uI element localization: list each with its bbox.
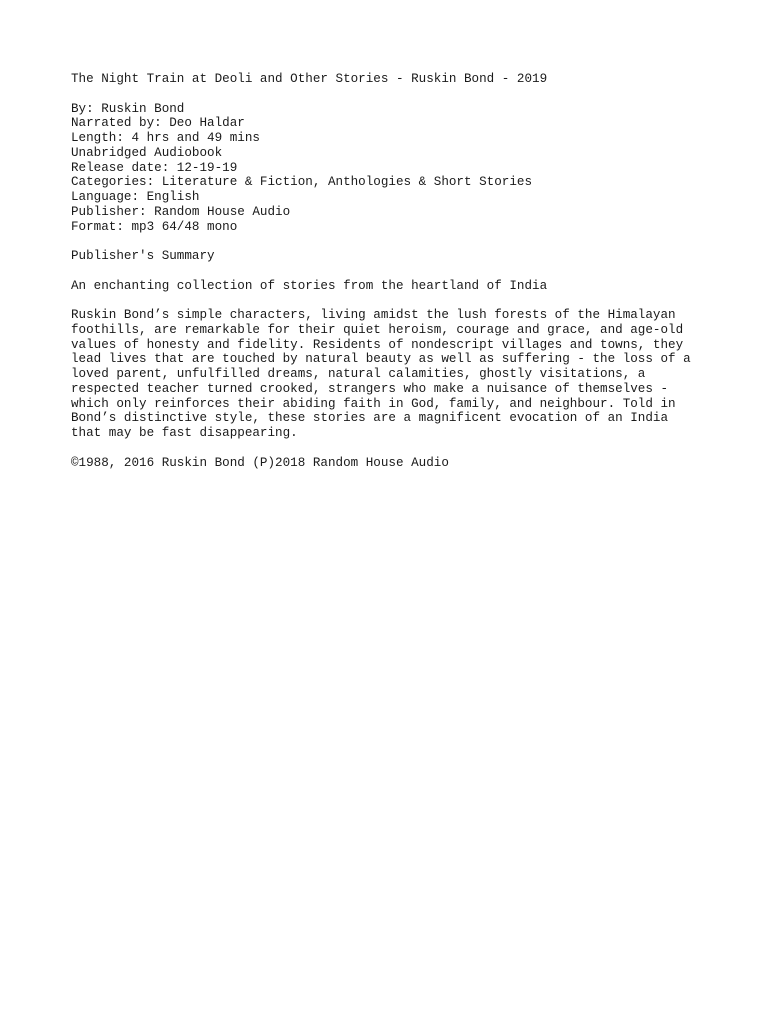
summary-body-line: that may be fast disappearing. (71, 426, 298, 440)
summary-heading: Publisher's Summary (71, 249, 215, 263)
summary-body (71, 308, 701, 441)
spacer (71, 234, 701, 249)
publisher-line: Publisher: Random House Audio (71, 204, 291, 219)
spacer (71, 87, 701, 102)
narrator-line: Narrated by: Deo Haldar (71, 116, 245, 131)
edition-line: Unabridged Audiobook (71, 145, 223, 160)
summary-body-line: loved parent, unfulfilled dreams, natural calamities, ghostly visitations, a (71, 367, 646, 381)
copyright-line: ©1988, 2016 Ruskin Bond (P)2018 Random House Audio (71, 455, 449, 470)
summary-body-line: respected teacher turned crooked, strangers who make a nuisance of themselves - (71, 381, 669, 396)
release-date-line: Release date: 12-19-19 (71, 160, 238, 175)
categories-line: Categories: Literature & Fiction, Anthologies & Short Stories (71, 175, 533, 190)
spacer (71, 264, 701, 279)
document-title: The Night Train at Deoli and Other Stories - Ruskin Bond - 2019 (71, 72, 548, 86)
summary-body-line: foothills, are remarkable for their quiet heroism, courage and grace, and age-old (71, 322, 684, 337)
summary-body-line: Ruskin Bond’s simple characters, living amidst the lush forests of the Himalayan (71, 308, 676, 322)
spacer (71, 293, 701, 308)
document-page (71, 72, 701, 470)
length-line: Length: 4 hrs and 49 mins (71, 131, 260, 145)
summary-body-line: values of honesty and fidelity. Residents of nondescript villages and towns, they (71, 337, 684, 352)
metadata-block (71, 102, 701, 235)
summary-body-line: which only reinforces their abiding faith in God, family, and neighbour. Told in (71, 396, 676, 411)
author-line: By: Ruskin Bond (71, 101, 185, 116)
format-line: Format: mp3 64/48 mono (71, 219, 238, 234)
spacer (71, 441, 701, 456)
tagline: An enchanting collection of stories from the heartland of India (71, 278, 548, 293)
language-line: Language: English (71, 190, 200, 204)
summary-body-line: Bond’s distinctive style, these stories are a magnificent evocation of an India (71, 411, 669, 426)
summary-body-line: lead lives that are touched by natural beauty as well as suffering - the loss of a (71, 352, 691, 367)
